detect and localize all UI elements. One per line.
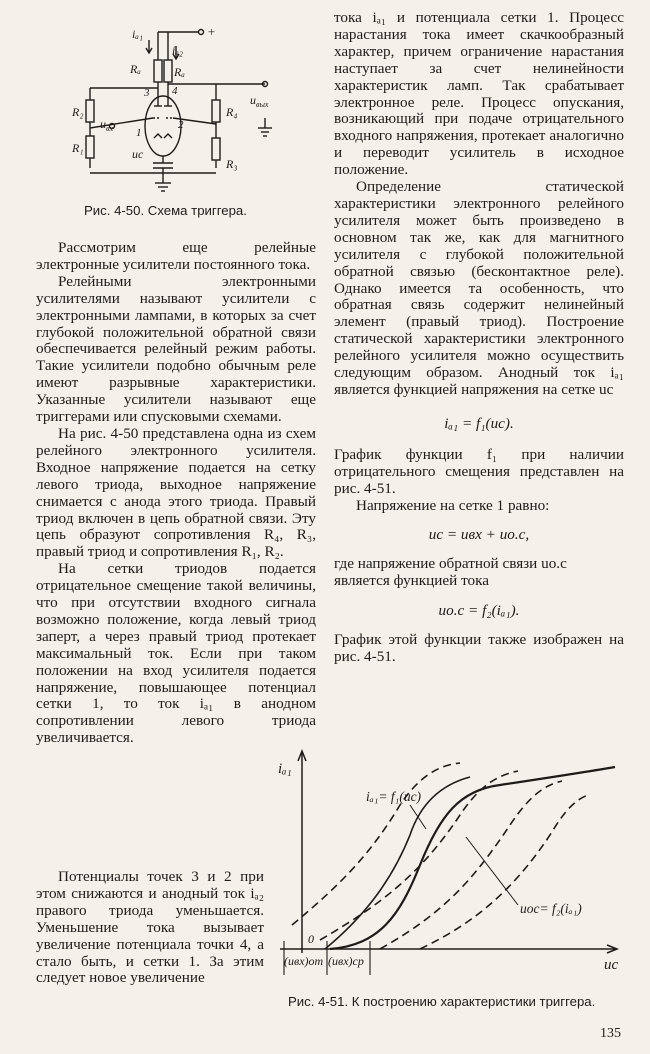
left-paragraph-3: На рис. 4-50 представлена одна из схем релейного электронного усилителя. Входное напряжение подается на сетку левого триода, выходное напряжение снимается с анода этого триода. Правый триод включен в цепь обратной связи. Эту цепь образуют сопротивления R₄, R₃, правый триод и сопротивления R₁, R₂. [36,424,316,561]
node-3-label: 3 [144,87,150,99]
figure-4-51 [270,745,630,995]
left-paragraph-5: Потенциалы точек 3 и 2 при этом снижаются и анодный ток iₐ₂ правого триода уменьшается. Уменьшение тока вызывает увеличение потенциала точки 4, а стало быть, и сетки 1. За этим следует новое увеличение [36,868,264,987]
ra-right-label: Rₐ [174,65,185,79]
tick-uvx-sr-label: (uвх)ср [328,954,364,968]
right-paragraph-4: Напряжение на сетке 1 равно: [356,496,550,514]
r4-label: R₄ [226,105,238,119]
ra-left-label: Rₐ [130,62,141,76]
page-number: 135 [600,1026,621,1041]
trigger-circuit-diagram [60,18,290,218]
trigger-characteristic-plot [270,745,630,995]
figure-4-50 [60,18,290,218]
equation-2: uc = uвх + uо.с, [428,526,530,544]
figure-4-50-caption: Рис. 4-50. Схема триггера. [84,203,247,218]
equation-1: iₐ₁ = f₁(uc). [444,414,514,432]
uc-label: uc [132,147,144,161]
curve-f2-label: uoc= f₂(iₐ₁) [520,901,582,916]
r1-label: R₁ [72,141,84,155]
curve-f1-label: iₐ₁= f₁(uc) [366,789,422,804]
dashed-curve-1 [292,763,460,925]
right-paragraph-2: Определение статической характеристики электронного релейного усилителя может быть произведено в основном так же, как для магнитного усилителя с глубокой положительной обратной связью (бесконтактное реле). Однако имеется та особенность, что обратная связь содержит нелинейный элемент (правый триод). Построение статической характеристики электронного релейного усилителя можно осуществить следующим образом. Анодный ток iₐ₁ является функцией напряжения на сетке uc [334,178,624,398]
node-1-label: 1 [136,127,142,139]
dashed-curve-3 [380,781,562,949]
ia2-label: iₐ₂ [172,43,184,57]
right-paragraph-5: где напряжение обратной связи uо.с является функцией тока [334,555,567,590]
node-4-label: 4 [172,85,178,97]
plus-label: + [207,24,216,39]
uvx-label: $u_{вх}$ [100,117,114,133]
left-paragraph-1: Рассмотрим еще релейные электронные усилители постоянного тока. [36,239,316,273]
figure-4-51-caption: Рис. 4-51. К построению характеристики триггера. [288,994,596,1009]
right-paragraph-1: тока iₐ₁ и потенциала сетки 1. Процесс нарастания тока имеет скачкообразный характер, причем ограничение нарастания наступает за счет нелинейности характеристик ламп. Так срабатывает электронное реле. Процесс опускания, возникающий при подаче отрицательного входного напряжения, протекает аналогично и переводит усилитель в исходное положение. [334,9,624,179]
x-axis-label: uc [604,957,619,973]
origin-label: 0 [308,932,314,946]
node-2-label: 2 [178,119,184,131]
right-paragraph-6: График этой функции также изображен на рис. 4-51. [334,631,624,666]
uvyx-label: $u_{вых}$ [250,93,269,109]
left-column [36,240,316,747]
r2-label: R₂ [72,105,84,119]
left-paragraph-2: Релейными электронными усилителями называют усилители с электронными лампами, в которых за счет глубокой положительной обратной связи обеспечивается релейный режим работы. Такие усилители подобно обычным реле имеют разрывные характеристики. Указанные усилители называют еще триггерами или спусковыми схемами. [36,272,316,426]
r3-label: R₃ [226,157,238,171]
left-paragraph-4: На сетки триодов подается отрицательное смещение такой величины, что при отсутствии входного сигнала возможно положение, когда левый триод заперт, а через правый триод протекает максимальный ток. Если при таком положении на вход усилителя подается напряжение, повышающее потенциал сетки 1, то ток iₐ₁ в анодном сопротивлении левого триода увеличивается. [36,560,316,747]
right-column [334,10,624,666]
left-column-bottom [36,869,264,987]
y-axis-label: iₐ₁ [278,761,292,777]
right-paragraph-3: График функции f₁ при наличии отрицательного смещения представлен на рис. 4-51. [334,445,624,497]
ia1-label: iₐ₁ [132,27,144,41]
tick-uvx-ot-label: (uвх)от [284,954,324,968]
equation-3: uо.с = f₂(iₐ₁). [438,602,520,620]
